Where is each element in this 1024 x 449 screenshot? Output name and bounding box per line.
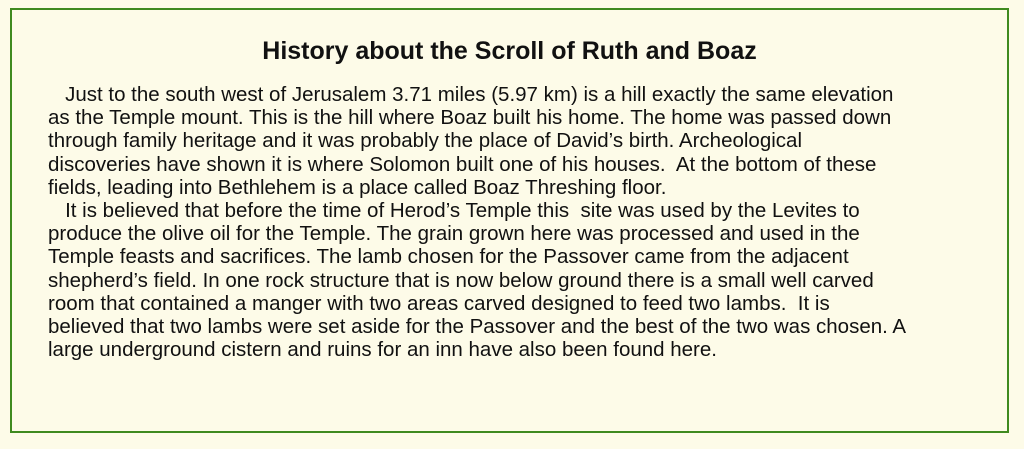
paragraph-line: room that contained a manger with two areas carved designed to feed two lambs. It is [48, 291, 830, 315]
paragraph-line: fields, leading into Bethlehem is a place called Boaz Threshing floor. [48, 175, 667, 199]
paragraph-line: shepherd’s field. In one rock structure that is now below ground there is a small well carved [48, 268, 874, 292]
document-body [48, 83, 988, 361]
paragraph-line: discoveries have shown it is where Solomon built one of his houses. At the bottom of these [48, 152, 877, 176]
paragraph-line: as the Temple mount. This is the hill where Boaz built his home. The home was passed down [48, 106, 892, 130]
paragraph-line: large underground cistern and ruins for an inn have also been found here. [48, 338, 717, 362]
paragraph-line: produce the olive oil for the Temple. The grain grown here was processed and used in the [48, 222, 860, 246]
paragraph-line: through family heritage and it was probably the place of David’s birth. Archeological [48, 129, 802, 153]
paragraph-line: Just to the south west of Jerusalem 3.71 miles (5.97 km) is a hill exactly the same elevation [48, 83, 894, 106]
paragraph-line: Temple feasts and sacrifices. The lamb chosen for the Passover came from the adjacent [48, 245, 849, 269]
history-panel [10, 8, 1009, 433]
paragraph-line: believed that two lambs were set aside for the Passover and the best of the two was chosen. A [48, 315, 907, 339]
document-title: History about the Scroll of Ruth and Boaz [262, 37, 757, 65]
paragraph-line: It is believed that before the time of Herod’s Temple this site was used by the Levites to [48, 199, 860, 223]
